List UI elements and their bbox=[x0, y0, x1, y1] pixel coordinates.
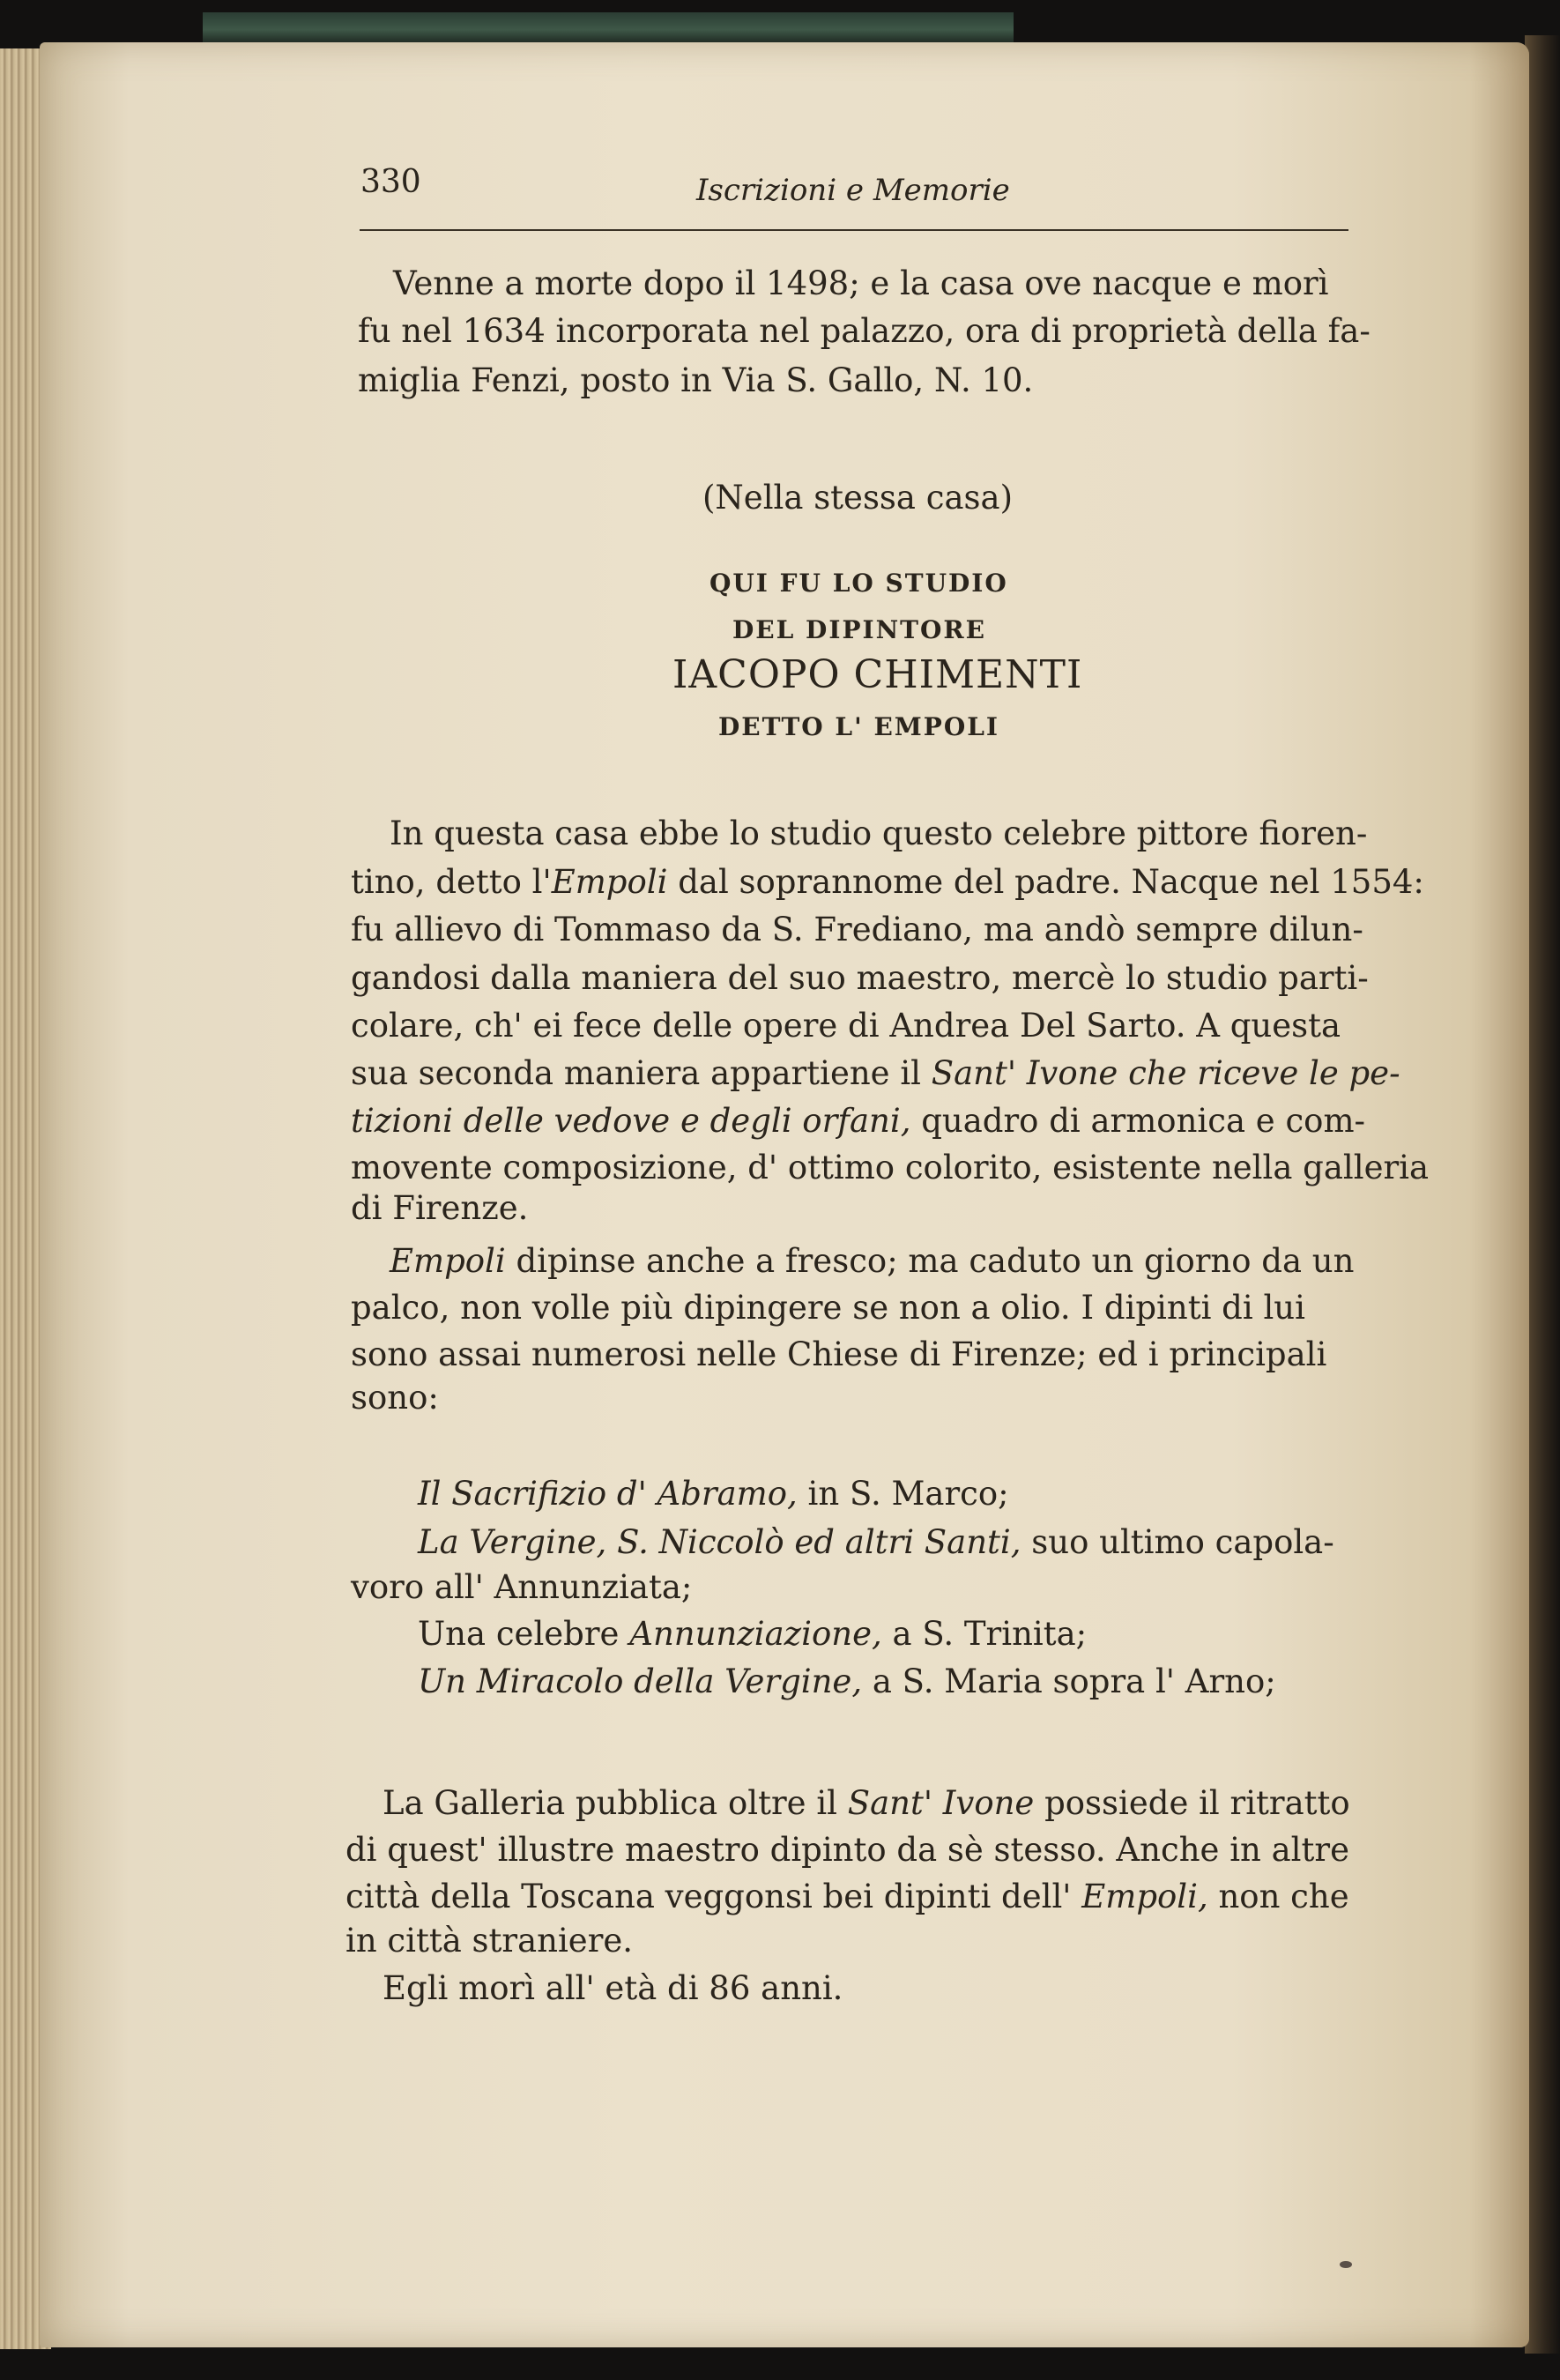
paragraph-line: palco, non volle più dipingere se non a olio. I dipinti di lui bbox=[351, 1289, 1305, 1327]
paragraph-line: Empoli dipinse anche a fresco; ma caduto un giorno da un bbox=[390, 1242, 1355, 1280]
paragraph-line: sono: bbox=[351, 1379, 439, 1417]
paragraph-line: La Galleria pubblica oltre il Sant' Ivone possiede il ritratto bbox=[383, 1784, 1350, 1822]
inscription-caption: (Nella stessa casa) bbox=[702, 479, 1014, 517]
inscription-line: DETTO L' EMPOLI bbox=[718, 712, 1000, 741]
works-item: voro all' Annunziata; bbox=[351, 1568, 693, 1606]
closing-line: Egli morì all' età di 86 anni. bbox=[383, 1969, 843, 2007]
running-title: Iscrizioni e Memorie bbox=[696, 173, 1010, 208]
paragraph-line: In questa casa ebbe lo studio questo celebre pittore fioren- bbox=[390, 814, 1368, 852]
intro-line: fu nel 1634 incorporata nel palazzo, ora di proprietà della fa- bbox=[358, 312, 1371, 350]
binding-strip bbox=[203, 12, 1014, 44]
paragraph-line: colare, ch' ei fece delle opere di Andrea Del Sarto. A questa bbox=[351, 1007, 1341, 1045]
inscription-line: DEL DIPINTORE bbox=[732, 615, 987, 644]
intro-line: miglia Fenzi, posto in Via S. Gallo, N. 10. bbox=[358, 361, 1034, 399]
paragraph-line: movente composizione, d' ottimo colorito, esistente nella galleria bbox=[351, 1149, 1430, 1186]
paragraph-line: tino, detto l'Empoli dal soprannome del padre. Nacque nel 1554: bbox=[351, 863, 1424, 901]
ink-speck bbox=[1340, 2261, 1352, 2268]
paragraph-line: sono assai numerosi nelle Chiese di Firenze; ed i principali bbox=[351, 1335, 1327, 1373]
page-number: 330 bbox=[360, 164, 421, 200]
paragraph-line: città della Toscana veggonsi bei dipinti dell' Empoli, non che bbox=[345, 1878, 1349, 1915]
paragraph-line: gandosi dalla maniera del suo maestro, mercè lo studio parti- bbox=[351, 959, 1369, 997]
book-cover-edge bbox=[1525, 35, 1560, 2354]
inscription-name: IACOPO CHIMENTI bbox=[672, 652, 1083, 697]
inscription-line: QUI FU LO STUDIO bbox=[709, 569, 1008, 598]
paragraph-line: in città straniere. bbox=[345, 1922, 634, 1960]
works-item: Una celebre Annunziazione, a S. Trinita; bbox=[418, 1615, 1088, 1653]
works-item: La Vergine, S. Niccolò ed altri Santi, suo ultimo capola- bbox=[418, 1523, 1334, 1561]
paragraph-line: fu allievo di Tommaso da S. Frediano, ma andò sempre dilun- bbox=[351, 911, 1363, 948]
header-rule bbox=[360, 229, 1348, 231]
paragraph-line: di quest' illustre maestro dipinto da sè stesso. Anche in altre bbox=[345, 1831, 1349, 1869]
works-item: Il Sacrifizio d' Abramo, in S. Marco; bbox=[418, 1475, 1009, 1513]
paragraph-line: di Firenze. bbox=[351, 1189, 529, 1227]
works-item: Un Miracolo della Vergine, a S. Maria sopra l' Arno; bbox=[418, 1662, 1276, 1700]
paragraph-line: tizioni delle vedove e degli orfani, quadro di armonica e com- bbox=[351, 1102, 1366, 1140]
paragraph-line: sua seconda maniera appartiene il Sant' Ivone che riceve le pe- bbox=[351, 1054, 1400, 1092]
intro-line: Venne a morte dopo il 1498; e la casa ove nacque e morì bbox=[393, 264, 1329, 302]
